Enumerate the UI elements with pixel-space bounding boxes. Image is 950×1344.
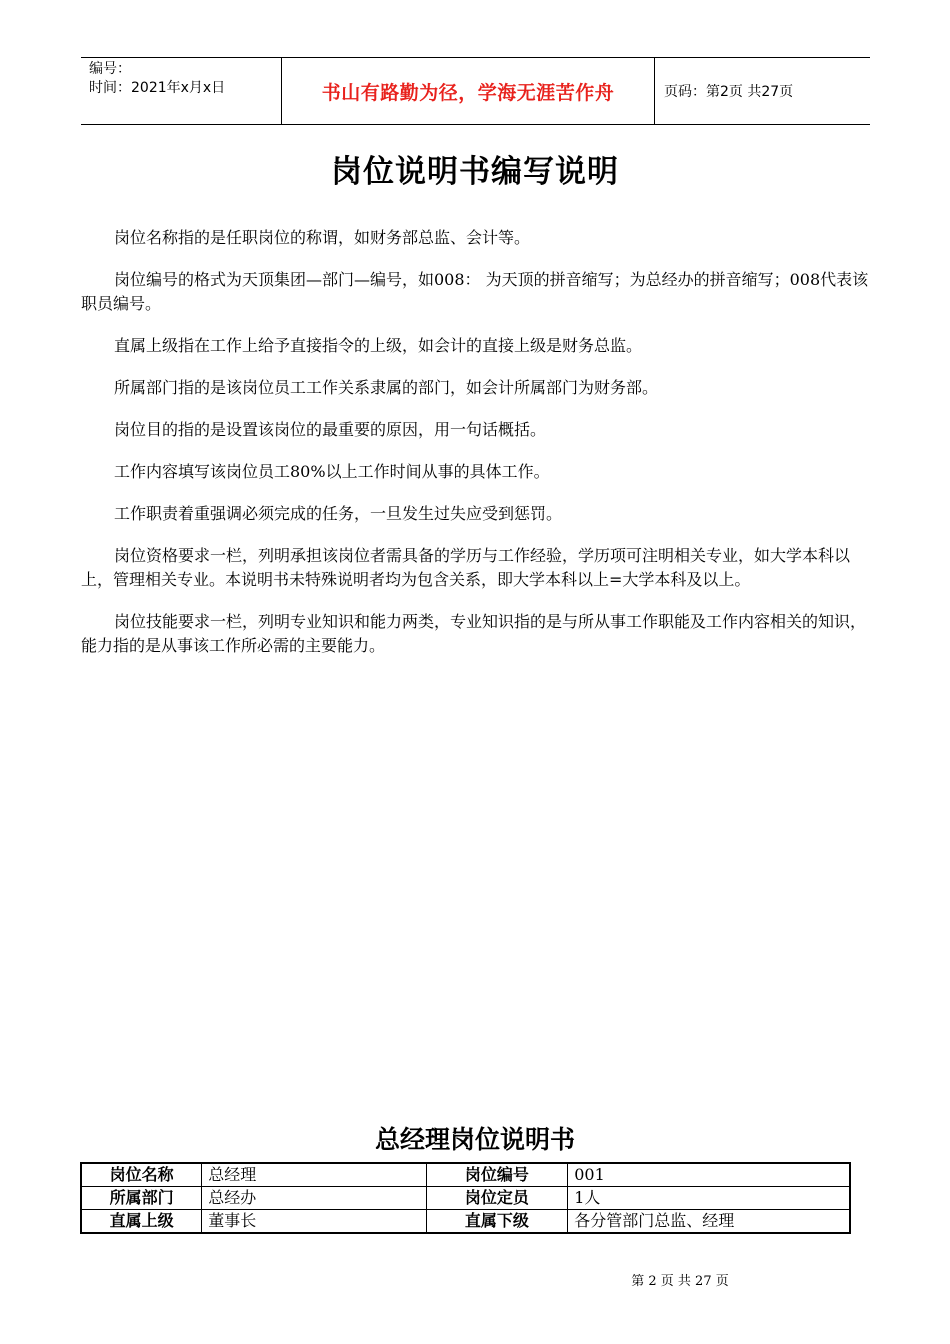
table-label: 岗位定员 [426, 1187, 568, 1210]
table-row [81, 1187, 850, 1210]
paragraph: 岗位资格要求一栏，列明承担该岗位者需具备的学历与工作经验，学历项可注明相关专业，如大学本科以上，管理相关专业。本说明书未特殊说明者均为包含关系，即大学本科以上=大学本科及以上。 [81, 546, 851, 589]
page-header [81, 57, 870, 125]
paragraph: 岗位编号的格式为天顶集团—部门—编号，如008： 为天顶的拼音缩写；为总经办的拼音缩写；008代表该职员编号。 [81, 270, 869, 313]
table-value: 1人 [568, 1187, 850, 1210]
paragraph: 所属部门指的是该岗位员工工作关系隶属的部门，如会计所属部门为财务部。 [114, 378, 659, 397]
paragraph: 岗位目的指的是设置该岗位的最重要的原因，用一句话概括。 [114, 420, 547, 439]
table-value: 各分管部门总监、经理 [568, 1210, 850, 1234]
table-value: 总经理 [202, 1163, 426, 1187]
header-page-info: 页码：第2页 共27页 [664, 84, 794, 100]
table-row [81, 1163, 850, 1187]
page-footer: 第 2 页 共 27 页 [631, 1274, 729, 1289]
header-time-label: 时间：2021年x月x日 [89, 80, 226, 96]
paragraph: 工作职责着重强调必须完成的任务，一旦发生过失应受到惩罚。 [114, 504, 563, 523]
table-label: 直属上级 [81, 1210, 202, 1234]
paragraph: 工作内容填写该岗位员工80%以上工作时间从事的具体工作。 [114, 462, 550, 481]
paragraph: 直属上级指在工作上给予直接指令的上级，如会计的直接上级是财务总监。 [114, 336, 643, 355]
table-value: 总经办 [202, 1187, 426, 1210]
document-title: 岗位说明书编写说明 [331, 154, 619, 190]
table-value: 董事长 [202, 1210, 426, 1234]
instructions-body [81, 226, 870, 676]
header-motto: 书山有路勤为径，学海无涯苦作舟 [281, 58, 655, 124]
table-label: 岗位编号 [426, 1163, 568, 1187]
table-row [81, 1210, 850, 1234]
job-info-table [80, 1162, 851, 1234]
table-label: 直属下级 [426, 1210, 568, 1234]
header-number-label: 编号： [89, 61, 131, 77]
section-title: 总经理岗位说明书 [374, 1125, 575, 1154]
paragraph: 岗位名称指的是任职岗位的称谓，如财务部总监、会计等。 [114, 228, 531, 247]
paragraph: 岗位技能要求一栏，列明专业知识和能力两类，专业知识指的是与所从事工作职能及工作内容相关的知识，能力指的是从事该工作所必需的主要能力。 [81, 612, 867, 655]
table-value: 001 [568, 1163, 850, 1187]
table-label: 所属部门 [81, 1187, 202, 1210]
header-meta [81, 58, 281, 124]
table-label: 岗位名称 [81, 1163, 202, 1187]
